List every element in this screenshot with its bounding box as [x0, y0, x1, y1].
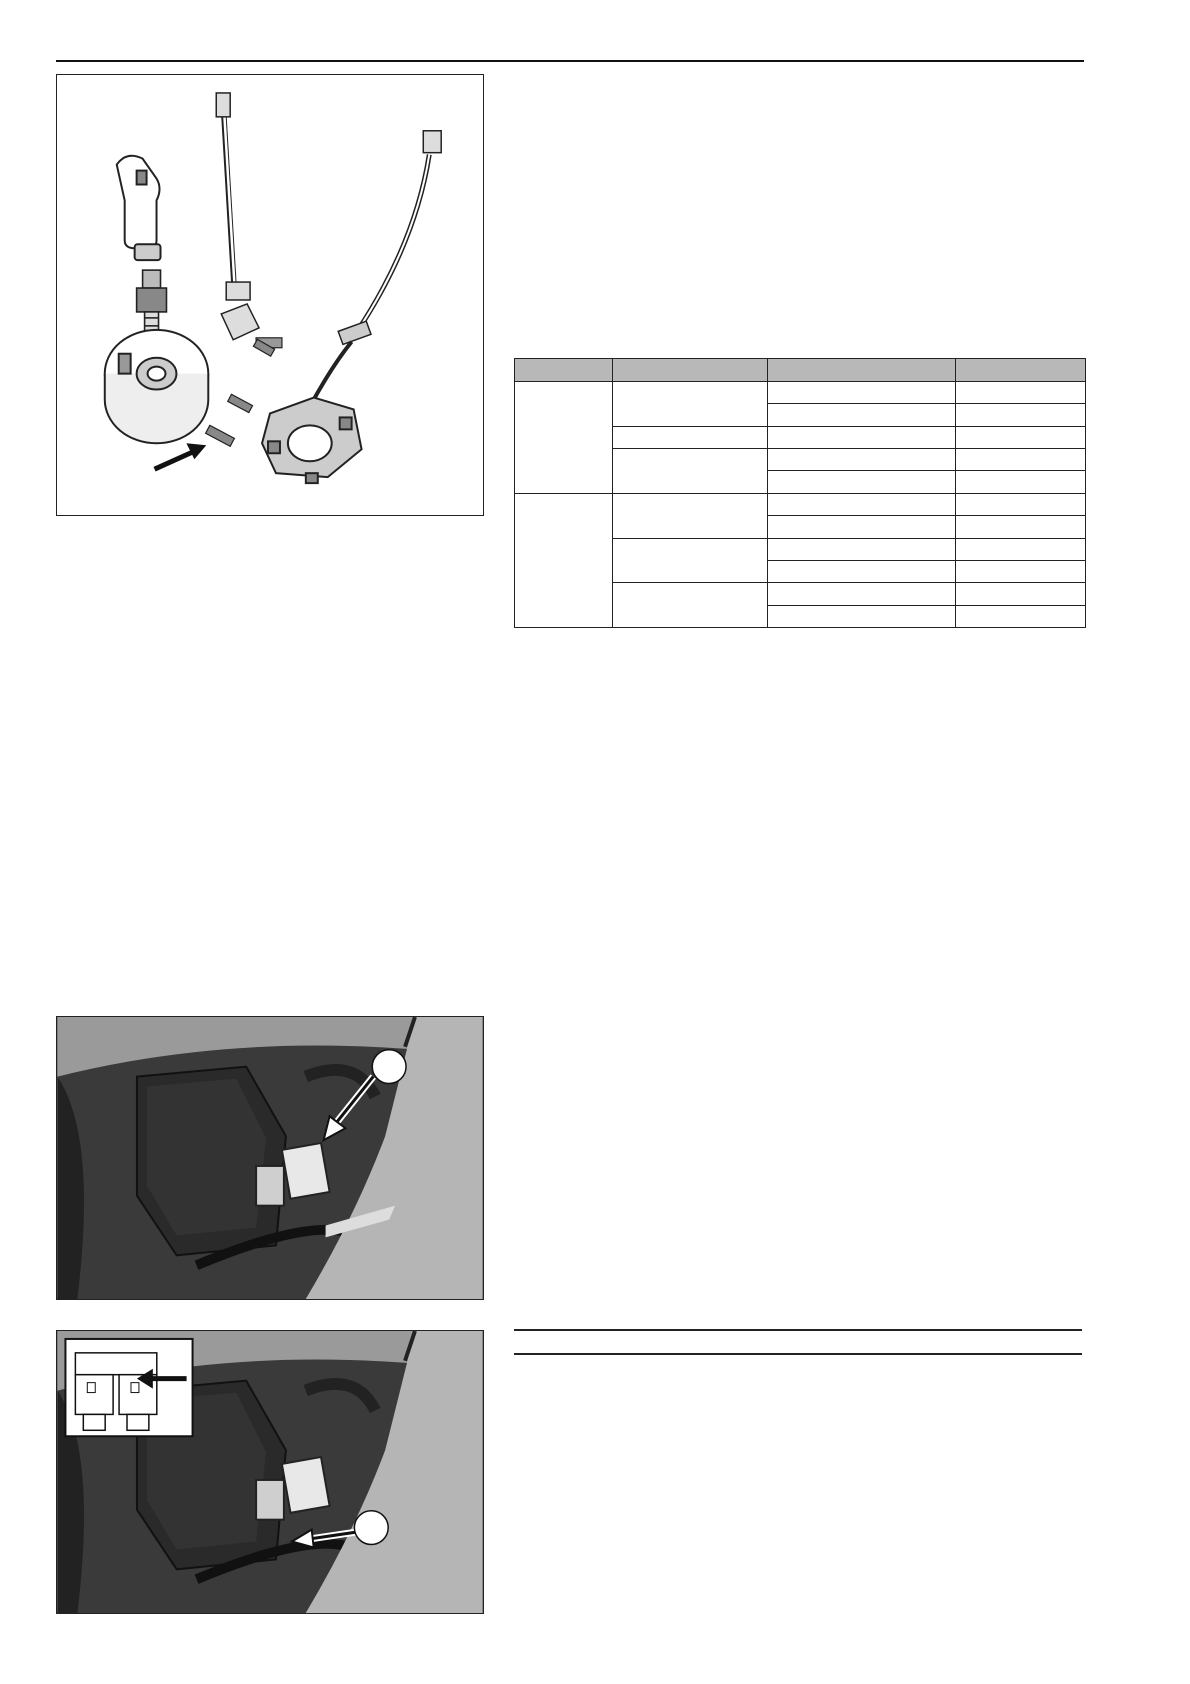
table-cell — [768, 560, 956, 582]
table-cell-subgroup — [613, 538, 768, 583]
page-header-rule — [56, 60, 1084, 62]
bolt-icon — [206, 339, 275, 446]
table-cell — [768, 404, 956, 426]
table-cell — [956, 605, 1086, 627]
table-cell — [956, 449, 1086, 471]
flywheel-icon — [105, 330, 209, 443]
table-cell — [956, 538, 1086, 560]
table-cell — [956, 583, 1086, 605]
parts-illustration — [56, 74, 484, 516]
callout-marker — [354, 1511, 388, 1545]
stator-icon — [262, 398, 362, 484]
table-cell-subgroup — [613, 493, 768, 538]
table-cell — [768, 583, 956, 605]
table-header-cell — [768, 359, 956, 382]
table-cell — [956, 560, 1086, 582]
spec-table — [514, 358, 1086, 628]
pickup-sensor-icon — [216, 93, 282, 348]
parts-illustration-drawing — [57, 75, 483, 515]
relay-fuse-photo — [56, 1330, 484, 1614]
table-cell — [956, 404, 1086, 426]
table-cell — [768, 382, 956, 404]
table-cell — [768, 516, 956, 538]
relay-connector-photo-drawing — [57, 1017, 483, 1299]
table-cell — [768, 449, 956, 471]
table-cell-subgroup — [613, 426, 768, 448]
section-rule-top — [514, 1329, 1082, 1331]
table-cell-subgroup — [613, 583, 768, 628]
arrow-pointer-icon — [155, 443, 207, 469]
table-cell — [956, 493, 1086, 515]
table-cell — [956, 382, 1086, 404]
table-cell-subgroup — [613, 382, 768, 427]
table-cell — [768, 493, 956, 515]
table-cell — [956, 471, 1086, 493]
spark-plug-cap-icon — [117, 156, 161, 260]
table-cell — [768, 471, 956, 493]
section-rule-bottom — [514, 1353, 1082, 1355]
relay-fuse-photo-drawing — [57, 1331, 483, 1613]
table-cell — [956, 516, 1086, 538]
table-cell-group — [515, 382, 613, 494]
table-row — [515, 493, 1086, 515]
table-cell-group — [515, 493, 613, 627]
callout-marker — [372, 1050, 406, 1084]
table-header-row — [515, 359, 1086, 382]
table-cell-subgroup — [613, 449, 768, 494]
table-cell — [956, 426, 1086, 448]
table-header-cell — [956, 359, 1086, 382]
table-header-cell — [515, 359, 613, 382]
table-header-cell — [613, 359, 768, 382]
fuse-inset-diagram — [65, 1339, 192, 1436]
table-cell — [768, 605, 956, 627]
stator-cable-icon — [296, 131, 441, 434]
table-cell — [768, 426, 956, 448]
table-cell — [768, 538, 956, 560]
table-row — [515, 382, 1086, 404]
relay-connector-photo — [56, 1016, 484, 1300]
